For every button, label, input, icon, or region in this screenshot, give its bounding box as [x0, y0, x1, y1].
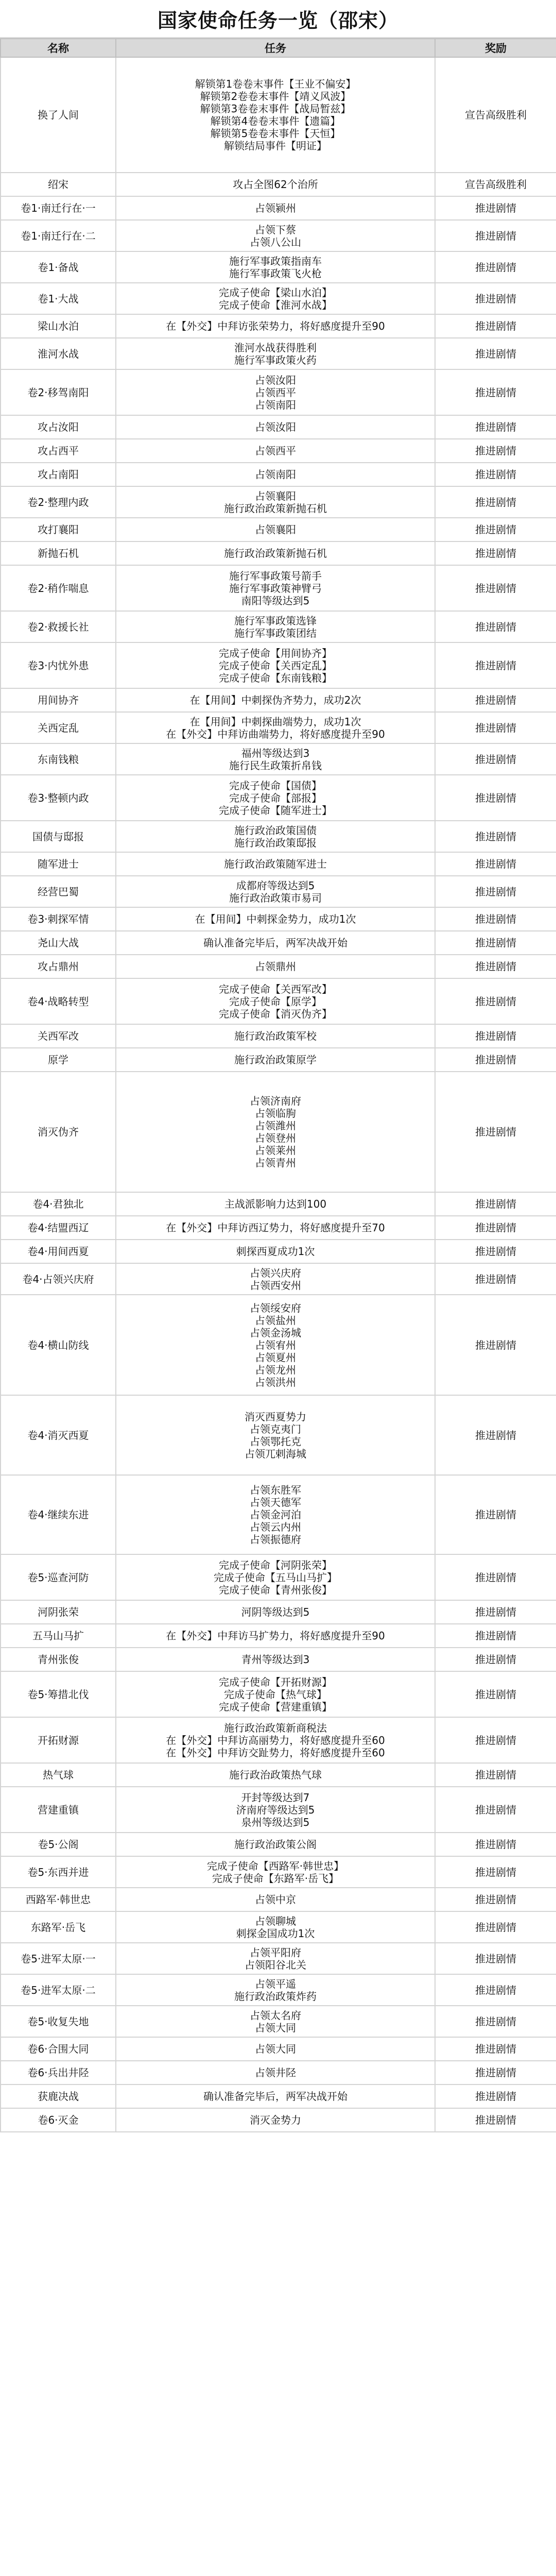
mission-task-cell: 确认准备完毕后，两军决战开始 [116, 931, 435, 955]
mission-task-cell: 占领西平 [116, 439, 435, 463]
table-row [1, 518, 556, 541]
table-row [1, 1240, 556, 1263]
mission-name-cell: 卷6·合围大同 [1, 2037, 116, 2061]
mission-task-cell: 占领颍州 [116, 196, 435, 220]
table-row [1, 1833, 556, 1856]
mission-name-cell: 西路军·韩世忠 [1, 1888, 116, 1911]
mission-name-cell: 尧山大战 [1, 931, 116, 955]
mission-reward-cell: 推进剧情 [435, 611, 556, 642]
mission-name-cell: 五马山马扩 [1, 1624, 116, 1648]
mission-reward-cell: 推进剧情 [435, 220, 556, 251]
table-row [1, 688, 556, 712]
mission-task-cell: 施行政治政策国债 施行政治政策邸报 [116, 821, 435, 852]
mission-task-cell: 攻占全图62个治所 [116, 173, 435, 196]
table-row [1, 1048, 556, 1072]
mission-table [0, 38, 556, 2132]
mission-reward-cell: 推进剧情 [435, 415, 556, 439]
table-row [1, 2084, 556, 2108]
mission-name-cell: 卷6·灭金 [1, 2108, 116, 2132]
mission-name-cell: 卷1·备战 [1, 251, 116, 283]
mission-reward-cell: 推进剧情 [435, 1475, 556, 1554]
mission-task-cell: 在【用间】中刺探金势力，成功1次 [116, 907, 435, 931]
table-row [1, 1192, 556, 1216]
mission-reward-cell: 推进剧情 [435, 931, 556, 955]
mission-reward-cell: 宣告高级胜利 [435, 173, 556, 196]
mission-name-cell: 攻占西平 [1, 439, 116, 463]
mission-task-cell: 施行政治政策随军进士 [116, 852, 435, 876]
mission-name-cell: 卷5·进军太原·二 [1, 1974, 116, 2006]
table-row [1, 1717, 556, 1763]
mission-name-cell: 获鹿决战 [1, 2084, 116, 2108]
mission-task-cell: 施行政治政策热气球 [116, 1763, 435, 1787]
table-row [1, 931, 556, 955]
mission-reward-cell: 推进剧情 [435, 1671, 556, 1717]
mission-task-cell: 消灭金势力 [116, 2108, 435, 2132]
table-row [1, 712, 556, 743]
mission-name-cell: 卷4·用间西夏 [1, 1240, 116, 1263]
table-row [1, 743, 556, 775]
table-row [1, 314, 556, 338]
mission-name-cell: 攻占鼎州 [1, 955, 116, 978]
mission-name-cell: 卷4·占领兴庆府 [1, 1263, 116, 1295]
mission-reward-cell: 推进剧情 [435, 486, 556, 518]
mission-task-cell: 完成子使命【用间协齐】 完成子使命【关西定乱】 完成子使命【东南钱粮】 [116, 642, 435, 688]
mission-name-cell: 随军进士 [1, 852, 116, 876]
mission-name-cell: 卷4·消灭西夏 [1, 1395, 116, 1475]
mission-reward-cell: 推进剧情 [435, 541, 556, 565]
mission-task-cell: 确认准备完毕后，两军决战开始 [116, 2084, 435, 2108]
mission-name-cell: 卷4·横山防线 [1, 1295, 116, 1395]
mission-name-cell: 卷4·继续东进 [1, 1475, 116, 1554]
mission-reward-cell: 推进剧情 [435, 1974, 556, 2006]
mission-reward-cell: 推进剧情 [435, 1192, 556, 1216]
mission-task-cell: 在【用间】中刺探伪齐势力，成功2次 [116, 688, 435, 712]
mission-name-cell: 卷2·救援长社 [1, 611, 116, 642]
mission-task-cell: 占领绥安府 占领盐州 占领金汤城 占领宥州 占领夏州 占领龙州 占领洪州 [116, 1295, 435, 1395]
mission-reward-cell: 推进剧情 [435, 712, 556, 743]
mission-task-cell: 福州等级达到3 施行民生政策折帛钱 [116, 743, 435, 775]
mission-task-cell: 占领太名府 占领大同 [116, 2006, 435, 2037]
mission-reward-cell: 推进剧情 [435, 642, 556, 688]
table-row [1, 57, 556, 173]
mission-name-cell: 卷1·南迁行在·二 [1, 220, 116, 251]
mission-reward-cell: 推进剧情 [435, 369, 556, 415]
mission-reward-cell: 推进剧情 [435, 1911, 556, 1943]
mission-task-cell: 施行政治政策原学 [116, 1048, 435, 1072]
mission-task-cell: 主战派影响力达到100 [116, 1192, 435, 1216]
mission-task-cell: 完成子使命【西路军·韩世忠】 完成子使命【东路军·岳飞】 [116, 1856, 435, 1888]
mission-name-cell: 攻占汝阳 [1, 415, 116, 439]
table-row [1, 486, 556, 518]
mission-reward-cell: 推进剧情 [435, 1395, 556, 1475]
mission-task-cell: 消灭西夏势力 占领克夷门 占领鄂托克 占领兀剌海城 [116, 1395, 435, 1475]
column-header-name: 名称 [1, 39, 116, 57]
mission-name-cell: 攻占南阳 [1, 463, 116, 486]
table-row [1, 1943, 556, 1974]
mission-task-cell: 占领襄阳 施行政治政策新抛石机 [116, 486, 435, 518]
mission-reward-cell: 推进剧情 [435, 1295, 556, 1395]
mission-reward-cell: 推进剧情 [435, 1072, 556, 1192]
mission-reward-cell: 推进剧情 [435, 338, 556, 369]
mission-task-cell: 青州等级达到3 [116, 1648, 435, 1671]
mission-name-cell: 青州张俊 [1, 1648, 116, 1671]
table-row [1, 1216, 556, 1240]
mission-reward-cell: 推进剧情 [435, 1833, 556, 1856]
mission-reward-cell: 推进剧情 [435, 2037, 556, 2061]
mission-task-cell: 占领中京 [116, 1888, 435, 1911]
table-row [1, 1888, 556, 1911]
mission-task-cell: 施行军事政策指南车 施行军事政策飞火枪 [116, 251, 435, 283]
mission-name-cell: 卷5·巡查河防 [1, 1554, 116, 1600]
table-row [1, 1648, 556, 1671]
mission-name-cell: 卷5·筹措北伐 [1, 1671, 116, 1717]
mission-reward-cell: 推进剧情 [435, 907, 556, 931]
mission-reward-cell: 推进剧情 [435, 2108, 556, 2132]
mission-reward-cell: 推进剧情 [435, 251, 556, 283]
mission-task-cell: 完成子使命【河阴张荣】 完成子使命【五马山马扩】 完成子使命【青州张俊】 [116, 1554, 435, 1600]
table-row [1, 1911, 556, 1943]
mission-reward-cell: 推进剧情 [435, 1216, 556, 1240]
mission-task-cell: 在【外交】中拜访西辽势力，将好感度提升至70 [116, 1216, 435, 1240]
table-row [1, 463, 556, 486]
table-row [1, 2037, 556, 2061]
mission-reward-cell: 推进剧情 [435, 852, 556, 876]
mission-reward-cell: 推进剧情 [435, 688, 556, 712]
mission-task-cell: 占领汝阳 占领西平 占领南阳 [116, 369, 435, 415]
column-header-task: 任务 [116, 39, 435, 57]
table-row [1, 565, 556, 611]
mission-reward-cell: 推进剧情 [435, 1787, 556, 1833]
mission-task-cell: 占领济南府 占领临朐 占领潍州 占领登州 占领莱州 占领青州 [116, 1072, 435, 1192]
mission-name-cell: 卷4·战略转型 [1, 978, 116, 1024]
table-row [1, 173, 556, 196]
mission-name-cell: 东路军·岳飞 [1, 1911, 116, 1943]
mission-name-cell: 卷4·君独北 [1, 1192, 116, 1216]
table-row [1, 1671, 556, 1717]
mission-task-cell: 施行军事政策选锋 施行军事政策团结 [116, 611, 435, 642]
mission-reward-cell: 推进剧情 [435, 821, 556, 852]
mission-reward-cell: 推进剧情 [435, 1943, 556, 1974]
table-row [1, 1856, 556, 1888]
table-row [1, 1024, 556, 1048]
mission-task-cell: 施行政治政策新抛石机 [116, 541, 435, 565]
mission-name-cell: 卷2·稍作喘息 [1, 565, 116, 611]
mission-reward-cell: 推进剧情 [435, 2061, 556, 2084]
mission-reward-cell: 推进剧情 [435, 1624, 556, 1648]
mission-name-cell: 卷4·结盟西辽 [1, 1216, 116, 1240]
mission-reward-cell: 推进剧情 [435, 1717, 556, 1763]
table-row [1, 1554, 556, 1600]
mission-reward-cell: 推进剧情 [435, 1263, 556, 1295]
table-row [1, 1787, 556, 1833]
mission-task-cell: 占领东胜军 占领天德军 占领金河泊 占领云内州 占领振德府 [116, 1475, 435, 1554]
mission-name-cell: 原学 [1, 1048, 116, 1072]
mission-name-cell: 卷3·内忧外患 [1, 642, 116, 688]
mission-task-cell: 完成子使命【梁山水泊】 完成子使命【淮河水战】 [116, 283, 435, 314]
mission-name-cell: 新抛石机 [1, 541, 116, 565]
table-row [1, 1072, 556, 1192]
mission-name-cell: 卷1·大战 [1, 283, 116, 314]
mission-name-cell: 卷2·整理内政 [1, 486, 116, 518]
mission-reward-cell: 推进剧情 [435, 1888, 556, 1911]
table-row [1, 2061, 556, 2084]
mission-name-cell: 换了人间 [1, 57, 116, 173]
mission-reward-cell: 推进剧情 [435, 1763, 556, 1787]
page-title: 国家使命任务一览（邵宋） [0, 0, 556, 38]
mission-name-cell: 营建重镇 [1, 1787, 116, 1833]
mission-name-cell: 梁山水泊 [1, 314, 116, 338]
table-row [1, 338, 556, 369]
mission-name-cell: 用间协齐 [1, 688, 116, 712]
mission-task-cell: 占领南阳 [116, 463, 435, 486]
mission-reward-cell: 推进剧情 [435, 978, 556, 1024]
mission-name-cell: 绍宋 [1, 173, 116, 196]
mission-reward-cell: 推进剧情 [435, 1856, 556, 1888]
mission-name-cell: 卷5·东西并进 [1, 1856, 116, 1888]
mission-reward-cell: 推进剧情 [435, 955, 556, 978]
mission-task-cell: 占领下蔡 占领八公山 [116, 220, 435, 251]
mission-task-cell: 开封等级达到7 济南府等级达到5 泉州等级达到5 [116, 1787, 435, 1833]
table-row [1, 251, 556, 283]
table-row [1, 642, 556, 688]
mission-reward-cell: 宣告高级胜利 [435, 57, 556, 173]
table-row [1, 1624, 556, 1648]
mission-name-cell: 卷3·刺探军情 [1, 907, 116, 931]
mission-reward-cell: 推进剧情 [435, 2084, 556, 2108]
table-row [1, 907, 556, 931]
table-row [1, 1395, 556, 1475]
table-row [1, 1263, 556, 1295]
mission-reward-cell: 推进剧情 [435, 743, 556, 775]
mission-reward-cell: 推进剧情 [435, 1648, 556, 1671]
mission-task-cell: 占领平阳府 占领阳谷北关 [116, 1943, 435, 1974]
mission-reward-cell: 推进剧情 [435, 565, 556, 611]
mission-task-cell: 占领大同 [116, 2037, 435, 2061]
table-row [1, 611, 556, 642]
table-row [1, 852, 556, 876]
table-row [1, 196, 556, 220]
mission-reward-cell: 推进剧情 [435, 439, 556, 463]
table-row [1, 439, 556, 463]
mission-reward-cell: 推进剧情 [435, 2006, 556, 2037]
mission-task-cell: 完成子使命【关西军改】 完成子使命【原学】 完成子使命【消灭伪齐】 [116, 978, 435, 1024]
table-row [1, 2006, 556, 2037]
table-row [1, 978, 556, 1024]
column-header-reward: 奖励 [435, 39, 556, 57]
mission-name-cell: 攻打襄阳 [1, 518, 116, 541]
mission-name-cell: 经营巴蜀 [1, 876, 116, 907]
table-row [1, 821, 556, 852]
table-row [1, 1600, 556, 1624]
mission-task-cell: 成都府等级达到5 施行政治政策市易司 [116, 876, 435, 907]
mission-name-cell: 关西定乱 [1, 712, 116, 743]
table-row [1, 2108, 556, 2132]
table-row [1, 220, 556, 251]
mission-name-cell: 东南钱粮 [1, 743, 116, 775]
mission-reward-cell: 推进剧情 [435, 518, 556, 541]
mission-name-cell: 卷1·南迁行在·一 [1, 196, 116, 220]
mission-task-cell: 解锁第1卷卷末事件【王业不偏安】 解锁第2卷卷末事件【靖义风波】 解锁第3卷卷末事件【战局暂兹】 解锁第4卷卷末事件【遗篇】 解锁第5卷卷末事件【天恒】 解锁结局事件【明证】 [116, 57, 435, 173]
mission-reward-cell: 推进剧情 [435, 1600, 556, 1624]
table-row [1, 1475, 556, 1554]
mission-name-cell: 河阴张荣 [1, 1600, 116, 1624]
table-row [1, 1295, 556, 1395]
mission-reward-cell: 推进剧情 [435, 463, 556, 486]
mission-rows [1, 57, 556, 2132]
mission-task-cell: 河阴等级达到5 [116, 1600, 435, 1624]
mission-reward-cell: 推进剧情 [435, 1024, 556, 1048]
mission-reward-cell: 推进剧情 [435, 876, 556, 907]
mission-task-cell: 在【用间】中刺探曲端势力，成功1次 在【外交】中拜访曲端势力，将好感度提升至90 [116, 712, 435, 743]
mission-task-cell: 占领聊城 刺探金国成功1次 [116, 1911, 435, 1943]
mission-task-cell: 占领兴庆府 占领西安州 [116, 1263, 435, 1295]
table-row [1, 369, 556, 415]
mission-name-cell: 开拓财源 [1, 1717, 116, 1763]
mission-task-cell: 施行政治政策军校 [116, 1024, 435, 1048]
mission-reward-cell: 推进剧情 [435, 283, 556, 314]
mission-reward-cell: 推进剧情 [435, 1048, 556, 1072]
mission-name-cell: 卷5·公阁 [1, 1833, 116, 1856]
mission-reward-cell: 推进剧情 [435, 1554, 556, 1600]
mission-name-cell: 关西军改 [1, 1024, 116, 1048]
mission-name-cell: 卷6·兵出井陉 [1, 2061, 116, 2084]
mission-name-cell: 淮河水战 [1, 338, 116, 369]
mission-reward-cell: 推进剧情 [435, 196, 556, 220]
mission-task-cell: 施行军事政策号箭手 施行军事政策神臂弓 南阳等级达到5 [116, 565, 435, 611]
table-row [1, 1974, 556, 2006]
mission-task-cell: 占领井陉 [116, 2061, 435, 2084]
mission-name-cell: 消灭伪齐 [1, 1072, 116, 1192]
mission-reward-cell: 推进剧情 [435, 775, 556, 821]
mission-name-cell: 国债与邸报 [1, 821, 116, 852]
table-row [1, 1763, 556, 1787]
header-row [1, 39, 556, 57]
mission-task-cell: 完成子使命【国债】 完成子使命【部报】 完成子使命【随军进士】 [116, 775, 435, 821]
mission-name-cell: 热气球 [1, 1763, 116, 1787]
mission-task-cell: 施行政治政策公阁 [116, 1833, 435, 1856]
mission-name-cell: 卷5·进军太原·一 [1, 1943, 116, 1974]
mission-task-cell: 刺探西夏成功1次 [116, 1240, 435, 1263]
mission-name-cell: 卷3·整顿内政 [1, 775, 116, 821]
table-row [1, 775, 556, 821]
table-row [1, 955, 556, 978]
mission-reward-cell: 推进剧情 [435, 314, 556, 338]
mission-name-cell: 卷5·收复失地 [1, 2006, 116, 2037]
mission-name-cell: 卷2·移驾南阳 [1, 369, 116, 415]
table-row [1, 415, 556, 439]
mission-reward-cell: 推进剧情 [435, 1240, 556, 1263]
mission-task-cell: 完成子使命【开拓财源】 完成子使命【热气球】 完成子使命【营建重镇】 [116, 1671, 435, 1717]
mission-task-cell: 占领鼎州 [116, 955, 435, 978]
table-row [1, 541, 556, 565]
mission-task-cell: 淮河水战获得胜利 施行军事政策火药 [116, 338, 435, 369]
mission-task-cell: 在【外交】中拜访张荣势力，将好感度提升至90 [116, 314, 435, 338]
mission-task-cell: 在【外交】中拜访马扩势力，将好感度提升至90 [116, 1624, 435, 1648]
mission-task-cell: 占领襄阳 [116, 518, 435, 541]
mission-task-cell: 施行政治政策新商税法 在【外交】中拜访高丽势力，将好感度提升至60 在【外交】中拜访交趾势力，将好感度提升至60 [116, 1717, 435, 1763]
table-row [1, 283, 556, 314]
table-row [1, 876, 556, 907]
mission-task-cell: 占领平遥 施行政治政策炸药 [116, 1974, 435, 2006]
mission-task-cell: 占领汝阳 [116, 415, 435, 439]
